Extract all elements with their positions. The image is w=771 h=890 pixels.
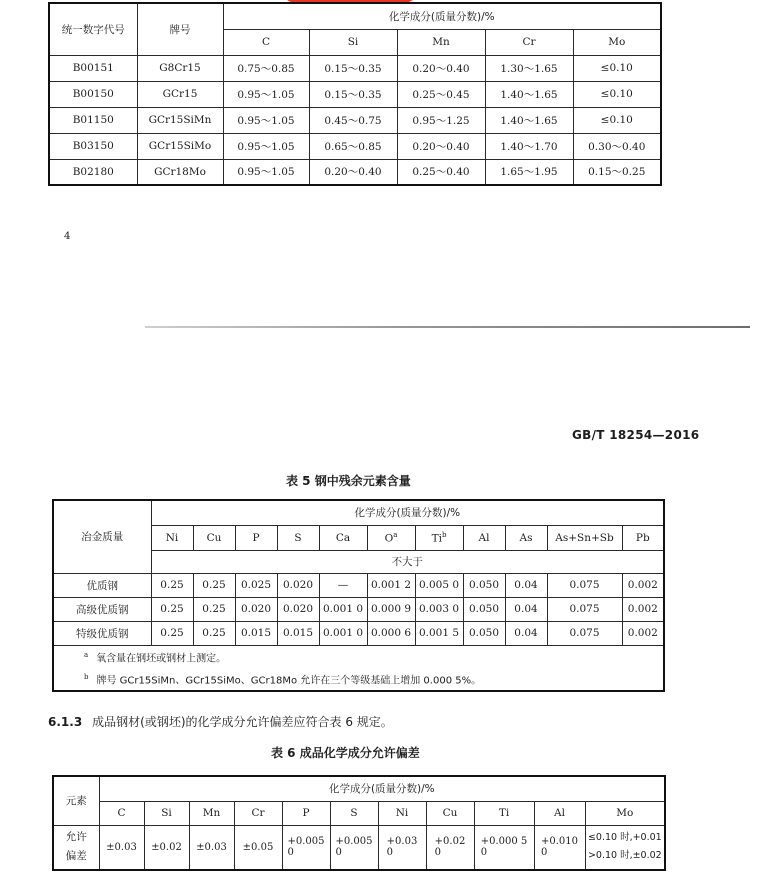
element-p: P (282, 801, 330, 825)
value-cell: 0.000 9 (367, 597, 415, 621)
element-c: C (223, 29, 309, 55)
value-cell: 0.002 (622, 621, 664, 645)
value-cell: 1.40～1.65 (485, 107, 573, 133)
tolerance-cell (99, 825, 144, 870)
code-cell: B00151 (49, 55, 137, 81)
value-cell: 0.15～0.35 (309, 55, 397, 81)
code-cell: B01150 (49, 107, 137, 133)
value-cell: 0.95～1.05 (223, 133, 309, 159)
value-cell: 0.45～0.75 (309, 107, 397, 133)
value-cell: 0.25 (151, 597, 193, 621)
note-line (84, 646, 663, 668)
element-mo: Mo (573, 29, 661, 55)
value-cell: 0.050 (463, 573, 505, 597)
value-cell: 0.15～0.25 (573, 159, 661, 185)
footnote-mark: b (441, 530, 447, 539)
tolerance-cell (426, 825, 474, 870)
quality-cell: 高级优质钢 (53, 597, 151, 621)
value-cell: 0.04 (505, 573, 547, 597)
value-cell: 0.20～0.40 (397, 133, 485, 159)
footnote-mark: b (84, 672, 89, 681)
element-cu: Cu (193, 525, 235, 550)
mo-tolerance-line: ≤0.10 时,+0.01 (587, 832, 662, 844)
element-al: Al (534, 801, 585, 825)
value-cell: 0.95～1.05 (223, 81, 309, 107)
value-cell: 1.40～1.65 (485, 81, 573, 107)
code-cell: B02180 (49, 159, 137, 185)
footnote-text: 牌号 GCr15SiMn、GCr15SiMo、GCr18Mo 允许在三个等级基础上增加 0.000 5%。 (96, 675, 482, 687)
header-composition: 化学成分(质量分数)/% (99, 776, 665, 801)
element-s: S (330, 801, 378, 825)
element-ni: Ni (151, 525, 193, 550)
value-cell: 0.003 0 (415, 597, 463, 621)
element-s: S (277, 525, 319, 550)
lower-tolerance: 0 (386, 847, 394, 859)
value-cell: 0.25 (193, 621, 235, 645)
table-row (53, 597, 664, 621)
value-cell: 0.020 (277, 597, 319, 621)
value-cell: 0.001 0 (319, 597, 367, 621)
element-mo: Mo (585, 801, 665, 825)
table-notes (53, 645, 664, 691)
upper-tolerance: ±0.03 (196, 842, 227, 854)
table-row (53, 621, 664, 645)
value-cell: 0.050 (463, 597, 505, 621)
value-cell: 0.25 (193, 573, 235, 597)
tolerance-cell (534, 825, 585, 870)
grade-cell: G8Cr15 (137, 55, 223, 81)
upper-tolerance: +0.005 (287, 836, 325, 848)
tolerance-cell (378, 825, 426, 870)
mo-tolerance-line: >0.10 时,±0.02 (587, 850, 662, 862)
value-cell: 0.015 (277, 621, 319, 645)
tolerance-cell (144, 825, 189, 870)
element-p: P (235, 525, 277, 550)
lower-tolerance: 0 (434, 847, 442, 859)
composition-table (48, 2, 662, 186)
element-cr: Cr (485, 29, 573, 55)
element-ti (415, 525, 463, 550)
element-c: C (99, 801, 144, 825)
value-cell: 0.75～0.85 (223, 55, 309, 81)
value-cell: 0.95～1.05 (223, 107, 309, 133)
value-cell: 0.30～0.40 (573, 133, 661, 159)
tolerance-cell (474, 825, 534, 870)
table-row (49, 133, 661, 159)
value-cell: 0.002 (622, 573, 664, 597)
grade-cell: GCr15SiMn (137, 107, 223, 133)
value-cell: 0.25 (193, 597, 235, 621)
element-pb: Pb (622, 525, 664, 550)
value-cell: 0.04 (505, 621, 547, 645)
value-cell: 0.25 (151, 573, 193, 597)
value-cell: 0.020 (235, 597, 277, 621)
value-cell: 0.15～0.35 (309, 81, 397, 107)
value-cell: 0.005 0 (415, 573, 463, 597)
footnote-mark: a (393, 530, 398, 539)
value-cell: 0.65～0.85 (309, 133, 397, 159)
code-cell: B03150 (49, 133, 137, 159)
value-cell: ≤0.10 (573, 81, 661, 107)
element-as: As (505, 525, 547, 550)
tolerance-table (52, 775, 666, 871)
table-row (49, 107, 661, 133)
page-divider (145, 326, 750, 328)
value-cell: 0.001 0 (319, 621, 367, 645)
lower-tolerance: 0 (335, 847, 342, 859)
element-symbol: Ti (431, 532, 442, 545)
note-line (84, 668, 663, 690)
footnote-mark: a (84, 650, 89, 659)
value-cell: 1.65～1.95 (485, 159, 573, 185)
tolerance-cell (282, 825, 330, 870)
value-cell: 0.95～1.25 (397, 107, 485, 133)
value-cell: — (319, 573, 367, 597)
element-symbol: O (384, 532, 394, 545)
upper-tolerance: ±0.02 (151, 842, 182, 854)
element-ni: Ni (378, 801, 426, 825)
header-max-note: 不大于 (151, 550, 664, 573)
header-grade: 牌号 (137, 3, 223, 55)
table-row (49, 55, 661, 81)
residual-elements-table (52, 499, 665, 692)
row-label: 允许偏差 (53, 825, 99, 870)
header-quality: 冶金质量 (53, 500, 151, 573)
upper-tolerance: +0.03 (386, 836, 418, 848)
value-cell: ≤0.10 (573, 107, 661, 133)
value-cell: 0.075 (547, 573, 622, 597)
grade-cell: GCr18Mo (137, 159, 223, 185)
table-row (49, 159, 661, 185)
upper-tolerance: +0.005 (335, 836, 373, 848)
table5-caption: 表 5 钢中残余元素含量 (286, 474, 411, 488)
value-cell: 0.001 5 (415, 621, 463, 645)
element-si: Si (144, 801, 189, 825)
value-cell: 0.020 (277, 573, 319, 597)
value-cell: 0.000 6 (367, 621, 415, 645)
value-cell: 0.075 (547, 621, 622, 645)
footnote-text: 氧含量在钢坯或钢材上测定。 (96, 652, 227, 664)
table-row (49, 81, 661, 107)
clause-text: 成品钢材(或钢坯)的化学成分允许偏差应符合表 6 规定。 (92, 715, 393, 729)
element-mn: Mn (397, 29, 485, 55)
lower-tolerance: 0 (287, 847, 294, 859)
table-row (53, 573, 664, 597)
value-cell: 0.002 (622, 597, 664, 621)
upper-tolerance: ±0.03 (106, 842, 137, 854)
tolerance-cell (330, 825, 378, 870)
value-cell: 0.95～1.05 (223, 159, 309, 185)
element-assnsb: As+Sn+Sb (547, 525, 622, 550)
quality-cell: 特级优质钢 (53, 621, 151, 645)
clause-6-1-3 (48, 713, 393, 730)
upper-tolerance: ±0.05 (242, 842, 274, 854)
value-cell: 1.30～1.65 (485, 55, 573, 81)
grade-cell: GCr15 (137, 81, 223, 107)
lower-tolerance: 0 (540, 847, 548, 859)
element-cu: Cu (426, 801, 474, 825)
element-o (367, 525, 415, 550)
value-cell: 0.25～0.45 (397, 81, 485, 107)
upper-tolerance: +0.02 (434, 836, 466, 848)
standard-id: GB/T 18254—2016 (572, 428, 700, 442)
element-cr: Cr (234, 801, 282, 825)
value-cell: 0.001 2 (367, 573, 415, 597)
element-mn: Mn (189, 801, 234, 825)
tolerance-cell (189, 825, 234, 870)
value-cell: 0.20～0.40 (397, 55, 485, 81)
header-composition: 化学成分(质量分数)/% (151, 500, 664, 525)
value-cell: 0.25～0.40 (397, 159, 485, 185)
value-cell: 0.050 (463, 621, 505, 645)
value-cell: 0.04 (505, 597, 547, 621)
clause-number: 6.1.3 (48, 715, 83, 729)
value-cell: 0.015 (235, 621, 277, 645)
upper-tolerance: +0.010 (540, 836, 578, 848)
value-cell: 0.075 (547, 597, 622, 621)
element-si: Si (309, 29, 397, 55)
header-composition: 化学成分(质量分数)/% (223, 3, 661, 29)
tolerance-cell (234, 825, 282, 870)
value-cell: 0.20～0.40 (309, 159, 397, 185)
quality-cell: 优质钢 (53, 573, 151, 597)
element-al: Al (463, 525, 505, 550)
mo-tolerance-cell (585, 825, 665, 870)
element-ca: Ca (319, 525, 367, 550)
header-code: 统一数字代号 (49, 3, 137, 55)
lower-tolerance: 0 (480, 847, 488, 859)
upper-tolerance: +0.000 5 (480, 836, 528, 848)
value-cell: 1.40～1.70 (485, 133, 573, 159)
code-cell: B00150 (49, 81, 137, 107)
value-cell: 0.25 (151, 621, 193, 645)
element-ti: Ti (474, 801, 534, 825)
value-cell: 0.025 (235, 573, 277, 597)
grade-cell: GCr15SiMo (137, 133, 223, 159)
table6-caption: 表 6 成品化学成分允许偏差 (271, 746, 420, 760)
page-number: 4 (64, 231, 71, 242)
value-cell: ≤0.10 (573, 55, 661, 81)
header-element: 元素 (53, 776, 99, 825)
